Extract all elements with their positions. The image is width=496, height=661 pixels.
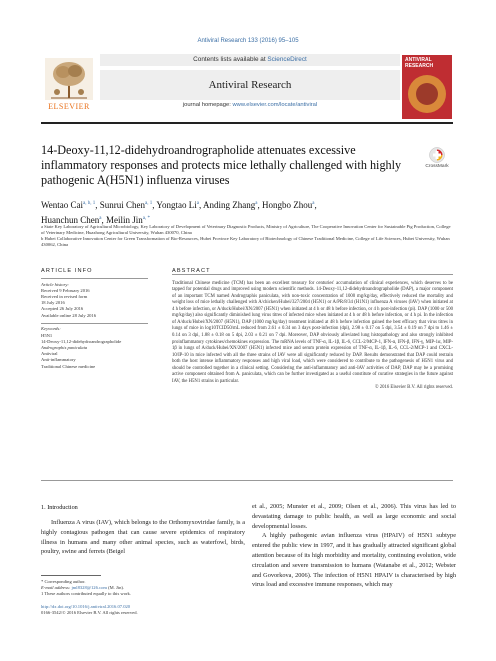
doi-link[interactable]: http://dx.doi.org/10.1016/j.antiviral.2016.07.020 [41,604,131,609]
sciencedirect-link[interactable]: ScienceDirect [267,56,307,63]
crossmark-badge[interactable] [418,147,456,169]
keyword: Antiviral [41,351,58,357]
contents-prefix: Contents lists available at [193,56,268,63]
history-item: Received 9 February 2016 [41,287,90,293]
elsevier-logo [41,56,97,114]
keyword: Traditional Chinese medicine [41,363,96,369]
email-note: E-mail address: jml8328@126.com (M. Jin). [41,585,125,591]
keywords [41,326,148,369]
intro-paragraph: A highly pathogenic avian influenza virus (HPAIV) of H5N1 subtype entered the public view in 1997, and it has gradually attracted significant global attention because of its high morbidity and mortality, continuing evolution, wide circulation and severe transmission to humans (Watanabe et al., 2012; Webster and Govorkova, 2006). The infection of H5N1 HPAIV is characterised by high virus load and excessive immune responses, which may [252,532,456,589]
abstract-copyright: © 2016 Elsevier B.V. All rights reserved. [374,385,453,391]
author-affiliation-marker[interactable]: a [99,216,102,221]
journal-cover-image [402,55,452,119]
author-affiliation-marker[interactable]: a [312,201,315,206]
contents-list-banner [100,54,400,66]
journal-title: Antiviral Research [208,79,292,91]
history-item: Available online 28 July 2016 [41,312,97,318]
journal-homepage [100,102,400,108]
keyword: Anti-inflammatory [41,357,76,363]
affiliations [41,224,453,248]
crossmark-label: CrossMark [425,164,449,169]
doi-block [41,604,281,616]
intro-paragraph-continued: et al., 2005; Munster et al., 2009; Olsen et al., 2006). This virus has led to devastating damage to public health, as well as large economic and social developmental losses. [252,503,456,530]
publisher-name: ELSEVIER [48,102,90,111]
history-item: 18 July 2016 [41,300,65,306]
issn-copyright: 0166-3542/© 2016 Elsevier B.V. All rights reserved. [41,610,138,616]
abstract-text [172,281,453,392]
elsevier-tree-icon [45,58,93,100]
article-history [41,282,148,319]
author-affiliation-marker[interactable]: a, * [142,216,150,221]
crossmark-icon [429,147,445,163]
keywords-rule [41,323,148,324]
author-affiliation-marker[interactable]: a [255,201,258,206]
author-name[interactable]: Meilin Jin [105,215,143,225]
keyword: H5N1 [41,332,53,338]
author-name[interactable]: Yongtao Li [156,200,197,210]
author-name[interactable]: Sunrui Chen [99,200,146,210]
author-affiliation-marker[interactable]: a [196,201,199,206]
author-list: Wentao Cai$^{a, b, 1}$, Sunrui Chen$^{a, 1}$, Yongtao Li$^a$, Anding Zhang$^a$, Hongbo Zhou$^a$, Huanchun Chen$^a$, Meilin Jin$^{a, *}$ [41,200,317,225]
abstract-heading: ABSTRACT [172,268,211,274]
author-affiliation-marker[interactable]: a, 1 [145,201,153,206]
intro-paragraph: Influenza A virus (IAV), which belongs to the Orthomyxoviridae family, is a highly contagious pathogen that can cause severe epidemics of respiratory illness in humans and many other animal species, such as waterfowl, birds, poultry, swine and ferrets (Beigel [41,519,245,556]
affiliation-a: a State Key Laboratory of Agricultural Microbiology, Key Laboratory of Development of Veterinary Diagnostic Products, Ministry of Agriculture, The Cooperative Innovation Center for Sustainable Pig Production, College of Veterinary Medicine, Huazhong Agricultural University, Wuhan 430070, China [41,224,451,235]
introduction-left-column [41,518,245,557]
history-item: Received in revised form [41,294,88,299]
keyword: 14-Deoxy-11,12-didehydroandrographolide [41,338,122,344]
history-label: Article history: [41,281,69,287]
article-info-heading: ARTICLE INFO [41,268,93,274]
homepage-prefix: journal homepage: [182,102,233,108]
author-name[interactable]: Huanchun Chen [41,215,100,225]
author-name[interactable]: Anding Zhang [203,200,256,210]
keyword: Andrographis paniculata [41,345,88,351]
history-item: Accepted 26 July 2016 [41,306,84,312]
footnotes [41,579,245,598]
introduction-heading: 1. Introduction [41,504,78,511]
abstract-end-rule [41,480,453,481]
affiliation-b: b Hubei Collaborative Innovation Center for Green Transformation of Bio-Resources, Hubei Province Key Laboratory of Biotechnology of Chinese Traditional Medicine, College of Life Sciences, Hubei University, Wuhan 430062, China [41,236,450,247]
equal-contribution-note: 1 These authors contributed equally to this work. [41,591,131,597]
author-affiliation-marker[interactable]: a, b, 1 [83,201,96,206]
article-info-rule [41,278,148,279]
introduction-right-column [252,502,456,590]
author-name[interactable]: Hongbo Zhou [262,200,313,210]
article-title: 14-Deoxy-11,12-didehydroandrographolide attenuates excessive inflammatory responses and protects mice lethally challenged with highly pathogenic A(H5N1) influenza viruses [41,143,402,187]
footnote-rule [41,575,101,576]
abstract-rule [172,274,453,275]
cover-title: ANTIVIRAL RESEARCH [405,57,434,69]
journal-title-banner [100,70,400,100]
journal-reference[interactable]: Antiviral Research 133 (2016) 95–105 [197,38,299,44]
cover-art-inner [416,83,438,105]
abstract-section [172,268,453,392]
homepage-link[interactable]: www.elsevier.com/locate/antiviral [232,102,318,108]
author-name[interactable]: Wentao Cai [41,200,84,210]
email-link[interactable]: jml8328@126.com [71,585,107,591]
abstract-body: Traditional Chinese medicine (TCM) has been an excellent treasury for centuries' accumulation of clinical experiences, which deserves to be tapped for potential drugs and improved using modern scientific methods. 14-Deoxy-11,12-didehydroandrographolide (DAP), a major component of an important TCM named Andrographis paniculata, with non-toxic concentration of 1000 mg/kg/day, effectively reduced the mortality and weight loss of mice lethally challenged with A/chicken/Hubei/327/2004 (H5N1) or A/PR/8/34 (H1N1) influenza A viruses (IAV) when initiated at 4 h before infection, or A/duck/Hubei/XN/2007 (H5N1) when initiated at 4 h or 48 h before infection, or 4 h post-infection (pi). DAP (1000 or 500 mg/kg/day) also significantly diminished lung virus titres of infected mice when initiated at 4 h or 48 h before infection, or 4 h pi. In the infection of A/duck/Hubei/XN/2007 (H5N1), DAP (1000 mg/kg/day) treatment initiated at 48 h before infection gained the best efficacy that virus titres in lungs of mice in log10TCID50/mL reduced from 2.61 ± 0.34 on 3 days post-infection (dpi), 2.98 ± 0.17 on 5 dpi, 3.54 ± 0.19 on 7 dpi to 1.46 ± 0.14 on 3 dpi, 1.88 ± 0.18 on 5 dpi, 2.03 ± 0.21 on 7 dpi. Moreover, DAP obviously alleviated lung histopathology and also strongly inhibited proinflammatory cytokines/chemokines expression. The mRNA levels of TNF-α, IL-1β, IL-6, CCL-2/MCP-1, IFN-α, IFN-β, IFN-γ, MIP-1α, MIP-1β in lungs of A/duck/Hubei/XN/2007 (H5N1) infected mice and serum protein expression of TNF-α, IL-1β, IL-6, CCL-2/MCP-1 and CXCL-10/IP-10 in mice infected with all the three strains of IAV were all significantly reduced by DAP. Results demonstrated that DAP could restrain both the host intense inflammatory responses and high viral load, which were considered to contribute to the pathogenesis of H5N1 virus and should be controlled together in a clinical setting. Considering the anti-inflammatory and anti-IAV activities of DAP, DAP may be a promising active component obtained from A. paniculata, which can be further investigated as a useful constitute of curative strategies in the future against IAV, the H5N1 strains in particular. [172,280,453,384]
article-info-section [41,268,148,370]
corresponding-author-note: * Corresponding author. [41,579,86,584]
header-divider [41,122,453,124]
keywords-label: Keywords: [41,326,61,332]
